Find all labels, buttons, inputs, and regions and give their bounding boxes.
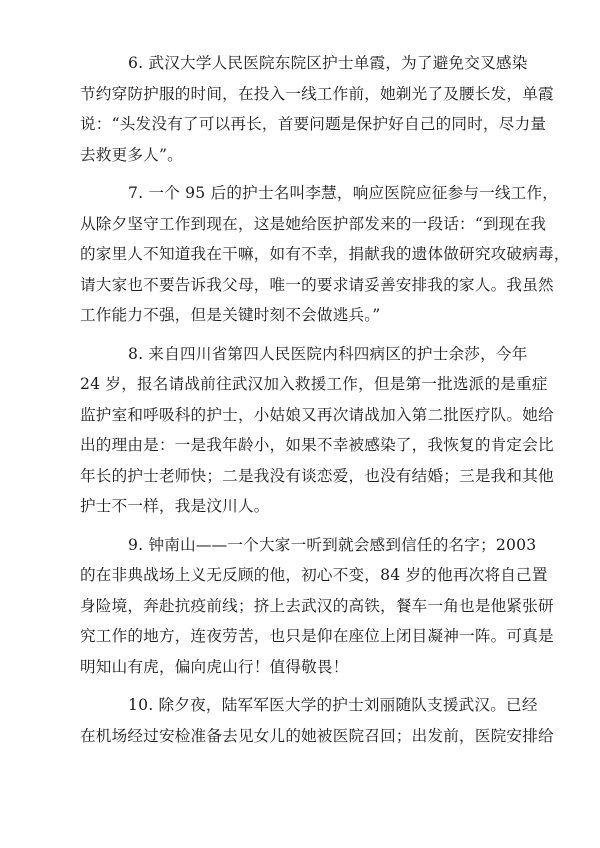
text-line: 年长的护士老师快；二是我没有谈恋爱，也没有结婚；三是我和其他 <box>80 466 554 485</box>
text-line: 10. 除夕夜，陆军军医大学的护士刘丽随队支援武汉。已经 <box>128 696 538 714</box>
text-line: 7. 一个 95 后的护士名叫李慧，响应医院应征参与一线工作， <box>128 184 559 202</box>
paragraph-10 <box>80 690 554 751</box>
text-line: 的在非典战场上义无反顾的他，初心不变，84 岁的他再次将自己置 <box>80 566 548 584</box>
text-line: 明知山有虎，偏向虎山行！值得敬畏！ <box>80 657 349 676</box>
paragraph-6 <box>80 48 554 170</box>
text-line: 9. 钟南山——一个大家一听到就会感到信任的名字；2003 <box>128 535 537 554</box>
text-line: 8. 来自四川省第四人民医院内科四病区的护士余莎，今年 <box>128 344 528 363</box>
text-line: 监护室和呼吸科的护士，小姑娘又再次请战加入第二批医疗队。她给 <box>80 405 554 424</box>
text-line: 从除夕坚守工作到现在，这是她给医护部发来的一段话：“到现在我 <box>80 214 547 233</box>
text-line: 6. 武汉大学人民医院东院区护士单霞，为了避免交叉感染 <box>128 54 528 72</box>
paragraph-8 <box>80 339 554 522</box>
text-line: 在机场经过安检准备去见女儿的她被医院召回；出发前，医院安排给 <box>80 726 554 745</box>
text-line: 工作能力不强，但是关键时刻不会做逃兵。” <box>80 306 381 324</box>
paragraph-9 <box>80 530 554 683</box>
paragraph-7 <box>80 178 570 331</box>
text-line: 去救更多人”。 <box>80 145 183 164</box>
text-line: 出的理由是：一是我年龄小，如果不幸被感染了，我恢复的肯定会比 <box>80 436 554 454</box>
text-line: 护士不一样，我是汶川人。 <box>80 497 270 515</box>
text-line: 究工作的地方，连夜劳苦，也只是仰在座位上闭目凝神一阵。可真是 <box>80 627 554 645</box>
text-line: 身险境，奔赴抗疫前线；挤上去武汉的高铁，餐车一角也是他紧张研 <box>80 596 554 615</box>
document-body <box>80 48 570 759</box>
text-line: 24 岁，报名请战前往武汉加入救援工作，但是第一批选派的是重症 <box>80 375 548 393</box>
text-line: 请大家也不要告诉我父母，唯一的要求请妥善安排我的家人。我虽然 <box>80 275 554 294</box>
text-line: 说：“头发没有了可以再长，首要问题是保护好自己的同时，尽力量 <box>80 115 547 133</box>
text-line: 的家里人不知道我在干嘛，如有不幸，捐献我的遗体做研究攻破病毒， <box>80 245 570 263</box>
text-line: 节约穿防护服的时间，在投入一线工作前，她剃光了及腰长发，单霞 <box>80 84 554 103</box>
